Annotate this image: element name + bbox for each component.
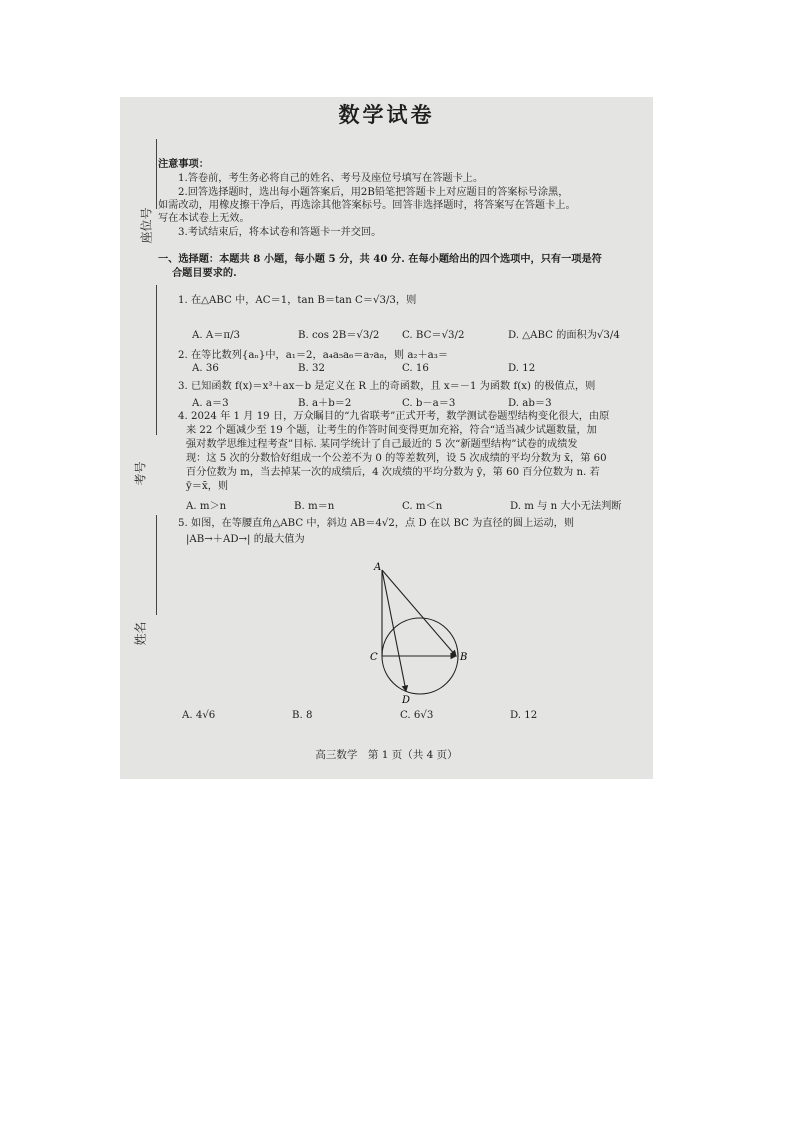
q5-option-b: B. 8	[292, 710, 313, 721]
q4-text-line: 4. 2024 年 1 月 19 日，万众瞩目的“九省联考”正式开考，数学测试卷题型结构变化很大，由原	[178, 411, 610, 422]
q2-stem: 2. 在等比数列{aₙ}中，a₁＝2，a₄a₅a₆＝a₇a₈，则 a₂＋a₃＝	[178, 350, 449, 361]
notice-item: 写在本试卷上无效。	[158, 213, 250, 224]
q5-option-c: C. 6√3	[400, 710, 434, 721]
q5-option-a: A. 4√6	[182, 710, 216, 721]
q2-option-d: D. 12	[508, 363, 536, 374]
q2-option-b: B. 32	[298, 363, 325, 374]
q1-option-b: B. cos 2B＝√3/2	[298, 330, 380, 341]
seat-line	[156, 139, 157, 209]
q3-option-d: D. ab＝3	[508, 398, 552, 409]
notice-heading: 注意事项：	[158, 158, 209, 170]
notice-item: 3.考试结束后，将本试卷和答题卡一并交回。	[178, 227, 382, 238]
q4-text-line: 百分位数为 m，当去掉某一次的成绩后，4 次成绩的平均分数为 ȳ，第 60 百分位数为 n. 若	[186, 467, 600, 478]
label-c: C	[370, 652, 378, 663]
section-heading-cont: 合题目要求的.	[172, 267, 237, 279]
q1-option-a: A. A＝π/3	[192, 330, 240, 341]
q3-option-b: B. a＋b＝2	[298, 398, 352, 409]
notice-item: 1.答卷前，考生务必将自己的姓名、考号及座位号填写在答题卡上。	[178, 173, 484, 184]
q3-option-c: C. b－a＝3	[402, 398, 456, 409]
q4-option-b: B. m＝n	[294, 501, 335, 512]
exam-no-label: 考号	[133, 461, 148, 486]
vector-ab	[382, 570, 456, 656]
q4-text-line: 来 22 个题减少至 19 个题，让考生的作答时间变得更加充裕，符合“适当减少试题数量，加	[186, 425, 597, 436]
q4-option-a: A. m＞n	[186, 501, 227, 512]
q1-option-d: D. △ABC 的面积为√3/4	[508, 330, 620, 341]
page-title: 数学试卷	[338, 102, 435, 127]
q2-option-a: A. 36	[192, 363, 219, 374]
page-footer: 高三数学 第 1 页（共 4 页）	[315, 749, 458, 761]
label-d: D	[402, 695, 411, 706]
q4-option-d: D. m 与 n 大小无法判断	[510, 501, 622, 512]
q4-text-line: 现：这 5 次的分数恰好组成一个公差不为 0 的等差数列，设 5 次成绩的平均分数为 x̄，第 60	[186, 453, 607, 464]
notice-item: 如需改动，用橡皮擦干净后，再选涂其他答案标号。回答非选择题时，将答案写在答题卡上。	[158, 200, 576, 211]
name-line	[156, 515, 157, 615]
label-b: B	[460, 652, 468, 663]
q4-option-c: C. m＜n	[402, 501, 443, 512]
notice-item: 2.回答选择题时，选出每小题答案后，用2B铅笔把答题卡上对应题目的答案标号涂黑，	[178, 187, 569, 198]
q1-stem: 1. 在△ABC 中，AC＝1，tan B＝tan C＝√3/3，则	[178, 295, 417, 306]
exam-no-line	[156, 285, 157, 435]
q3-option-a: A. a＝3	[192, 398, 229, 409]
q4-text-line: ȳ＝x̄，则	[186, 481, 229, 492]
q2-option-c: C. 16	[402, 363, 429, 374]
q5-text-line: |AB→＋AD→| 的最大值为	[186, 534, 305, 545]
name-label: 姓名	[133, 621, 148, 646]
q5-text-line: 5. 如图，在等腰直角△ABC 中，斜边 AB＝4√2，点 D 在以 BC 为直径的圆上运动，则	[178, 518, 575, 529]
seat-label: 座位号	[139, 207, 154, 244]
q1-option-c: C. BC＝√3/2	[402, 330, 465, 341]
q4-text-line: 强对数学思维过程考查”目标. 某同学统计了自己最近的 5 次“新题型结构”试卷的成绩发	[186, 439, 578, 450]
q5-option-d: D. 12	[510, 710, 538, 721]
q3-stem: 3. 已知函数 f(x)＝x³＋ax－b 是定义在 R 上的奇函数，且 x＝－1 为函数 f(x) 的极值点，则	[178, 381, 596, 392]
exam-paper-photo	[120, 97, 653, 779]
section-heading: 一、选择题：本题共 8 小题，每小题 5 分，共 40 分. 在每小题给出的四个选项中，只有一项是符	[158, 253, 602, 265]
label-a: A	[374, 562, 382, 573]
q5-figure	[360, 557, 480, 717]
